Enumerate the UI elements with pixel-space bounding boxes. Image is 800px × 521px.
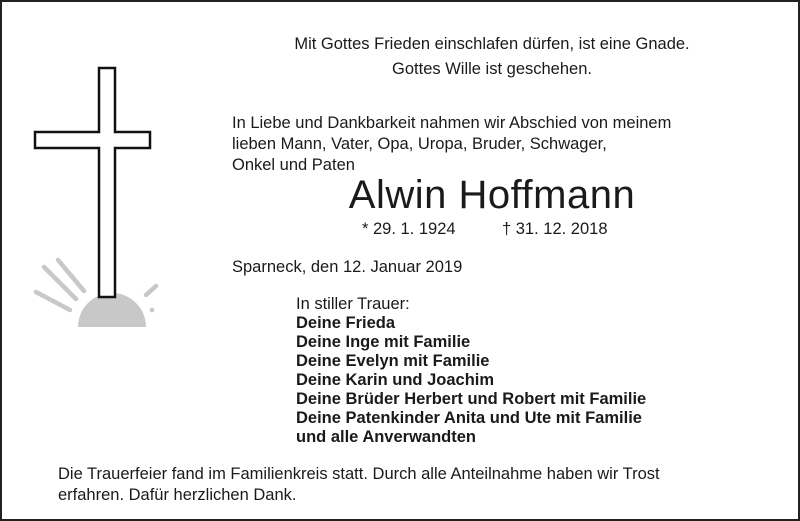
deceased-name: Alwin Hoffmann bbox=[348, 173, 636, 217]
mourners-heading: In stiller Trauer: bbox=[296, 295, 410, 313]
mourner-name: Deine Frieda bbox=[296, 314, 396, 332]
footer-note bbox=[58, 464, 758, 506]
footer-line-1: Die Trauerfeier fand im Familienkreis statt. Durch alle Anteilnahme haben wir Trost bbox=[58, 465, 660, 483]
mourner-name: Deine Inge mit Familie bbox=[296, 333, 471, 351]
mourner-name: Deine Evelyn mit Familie bbox=[296, 352, 490, 370]
footer-line-2: erfahren. Dafür herzlichen Dank. bbox=[58, 486, 297, 504]
setting-sun-icon bbox=[36, 260, 156, 327]
intro-line-2: lieben Mann, Vater, Opa, Uropa, Bruder, Schwager, bbox=[232, 135, 607, 153]
mourners-list bbox=[296, 295, 646, 447]
motto-line-1: Mit Gottes Frieden einschlafen dürfen, ist eine Gnade. bbox=[294, 35, 690, 53]
mourner-name: Deine Karin und Joachim bbox=[296, 371, 495, 389]
motto-line-2: Gottes Wille ist geschehen. bbox=[392, 60, 592, 78]
mourner-name: und alle Anverwandten bbox=[296, 428, 477, 446]
birth-date: * 29. 1. 1924 bbox=[362, 220, 456, 238]
motto bbox=[232, 32, 752, 82]
death-date: † 31. 12. 2018 bbox=[502, 220, 608, 238]
place-and-date: Sparneck, den 12. Januar 2019 bbox=[232, 258, 463, 276]
mourner-name: Deine Brüder Herbert und Robert mit Familie bbox=[296, 390, 647, 408]
intro-line-3: Onkel und Paten bbox=[232, 156, 355, 174]
cross-emblem bbox=[30, 62, 160, 332]
mourner-name: Deine Patenkinder Anita und Ute mit Familie bbox=[296, 409, 642, 427]
intro-text bbox=[232, 113, 752, 176]
intro-line-1: In Liebe und Dankbarkeit nahmen wir Abschied von meinem bbox=[232, 114, 672, 132]
cross-icon bbox=[35, 68, 150, 297]
